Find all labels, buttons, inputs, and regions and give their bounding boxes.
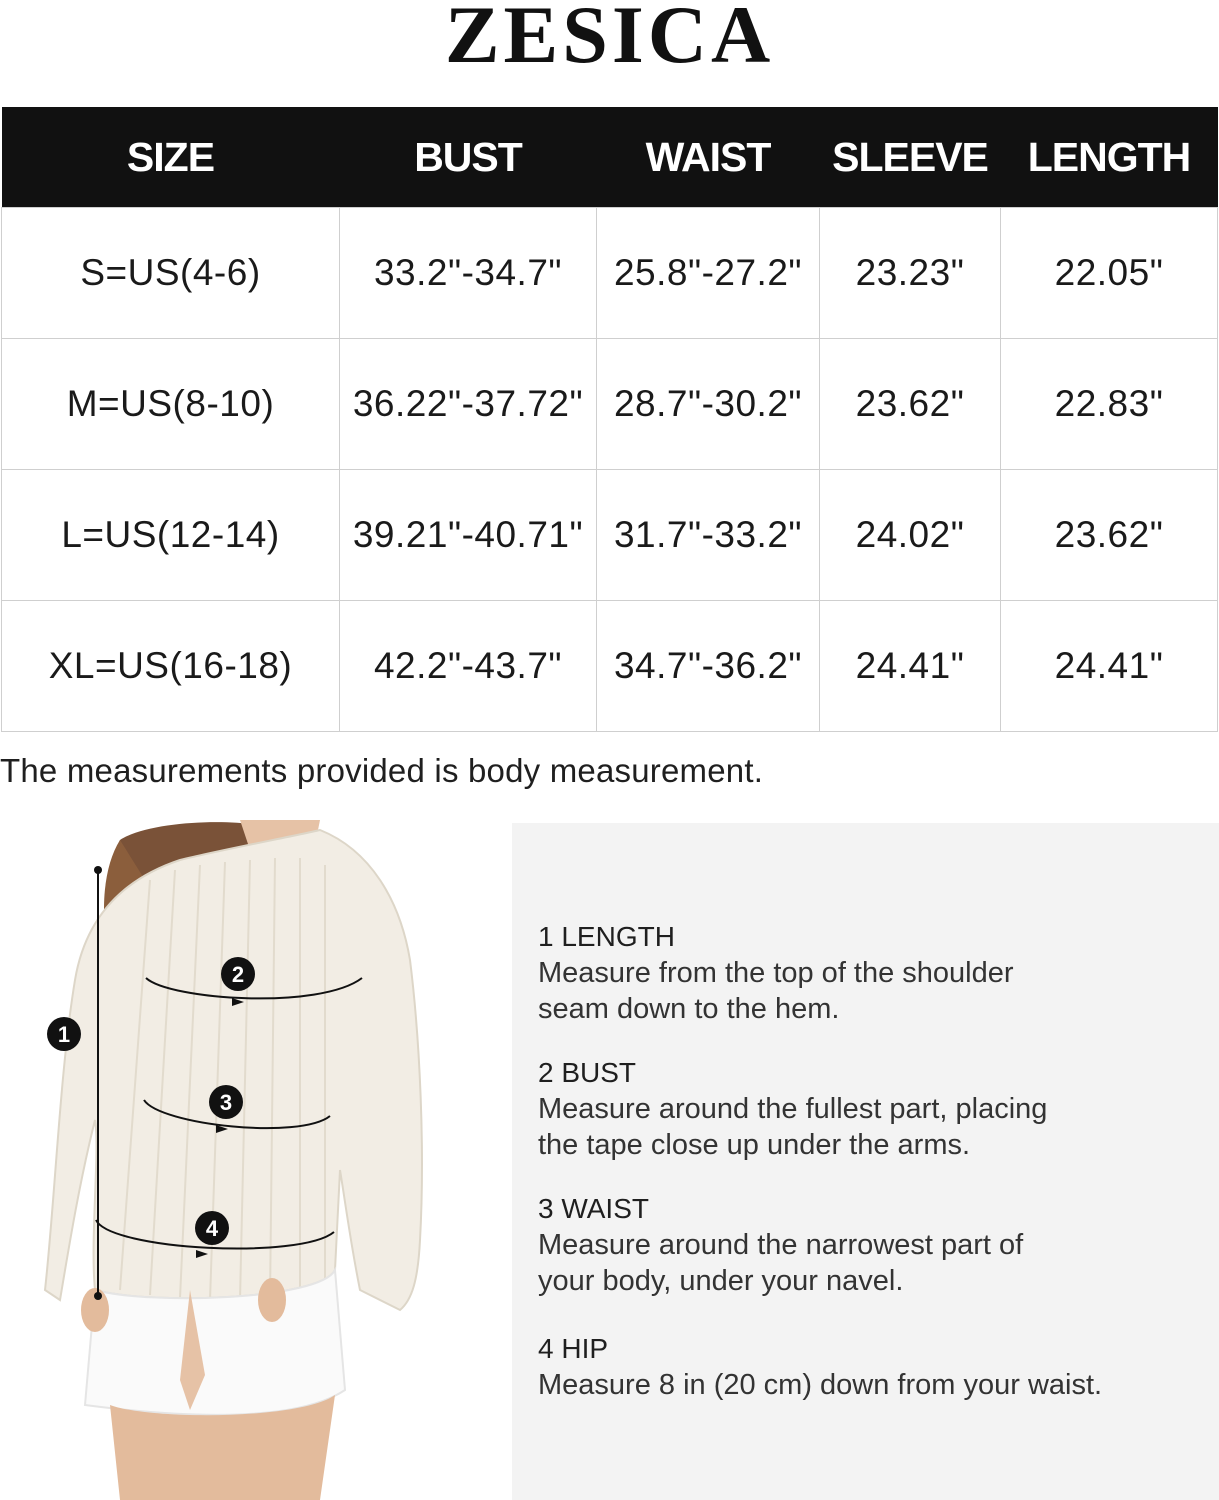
size-chart-table — [1, 107, 1218, 732]
cell-waist: 28.7"-30.2" — [597, 339, 820, 470]
cell-bust: 42.2"-43.7" — [340, 601, 597, 732]
header-waist: WAIST — [597, 107, 820, 208]
marker-1 — [47, 1017, 81, 1051]
cell-bust: 39.21"-40.71" — [340, 470, 597, 601]
guide-hip-heading: 4 HIP — [538, 1333, 609, 1364]
guide-bust-heading: 2 BUST — [538, 1057, 637, 1088]
measurement-note: The measurements provided is body measurement. — [0, 752, 764, 789]
guide-length-heading: 1 LENGTH — [538, 921, 675, 952]
cell-length: 22.83" — [1001, 339, 1218, 470]
measure-guide-panel — [512, 823, 1219, 1500]
table-row — [2, 470, 1218, 601]
table-row — [2, 601, 1218, 732]
guide-length-desc-line-1: Measure from the top of the shoulder — [538, 957, 1014, 989]
marker-2 — [221, 957, 255, 991]
cell-sleeve: 23.23" — [820, 208, 1001, 339]
header-size: SIZE — [2, 107, 340, 208]
guide-waist-desc-line-2: your body, under your navel. — [538, 1265, 904, 1297]
cell-waist: 31.7"-33.2" — [597, 470, 820, 601]
guide-bust-desc-line-2: the tape close up under the arms. — [538, 1129, 971, 1161]
cell-size: S=US(4-6) — [2, 208, 340, 339]
header-sleeve: SLEEVE — [820, 107, 1001, 208]
brand-logo: ZESICA — [444, 0, 775, 80]
guide-bust — [538, 1055, 1178, 1163]
marker-2-label: 2 — [231, 962, 245, 987]
guide-waist-desc-line-1: Measure around the narrowest part of — [538, 1229, 1024, 1261]
cell-sleeve: 24.41" — [820, 601, 1001, 732]
table-row — [2, 208, 1218, 339]
model-hand-right — [258, 1278, 286, 1322]
marker-4-label: 4 — [205, 1216, 219, 1241]
cell-waist: 25.8"-27.2" — [597, 208, 820, 339]
cell-length: 23.62" — [1001, 470, 1218, 601]
guide-hip-desc-line-1: Measure 8 in (20 cm) down from your waist. — [538, 1369, 1103, 1401]
header-length: LENGTH — [1001, 107, 1218, 208]
guide-waist-heading: 3 WAIST — [538, 1193, 649, 1224]
cell-waist: 34.7"-36.2" — [597, 601, 820, 732]
cell-bust: 36.22"-37.72" — [340, 339, 597, 470]
table-row — [2, 339, 1218, 470]
cell-sleeve: 23.62" — [820, 339, 1001, 470]
guide-bust-desc-line-1: Measure around the fullest part, placing — [538, 1093, 1048, 1125]
cell-bust: 33.2"-34.7" — [340, 208, 597, 339]
marker-3-label: 3 — [219, 1090, 233, 1115]
model-figure — [0, 820, 512, 1500]
cell-length: 24.41" — [1001, 601, 1218, 732]
model-sweater — [45, 830, 422, 1310]
marker-1-label: 1 — [57, 1022, 71, 1047]
cell-size: L=US(12-14) — [2, 470, 340, 601]
cell-size: M=US(8-10) — [2, 339, 340, 470]
cell-length: 22.05" — [1001, 208, 1218, 339]
header-bust: BUST — [340, 107, 597, 208]
table-header-row — [2, 107, 1218, 208]
guide-waist — [538, 1191, 1178, 1299]
guide-length — [538, 919, 1178, 1027]
cell-sleeve: 24.02" — [820, 470, 1001, 601]
guide-length-desc-line-2: seam down to the hem. — [538, 993, 840, 1025]
marker-4 — [195, 1211, 229, 1245]
length-measure-top-dot — [94, 866, 102, 874]
guide-hip — [538, 1331, 1178, 1403]
length-measure-bottom-dot — [94, 1292, 102, 1300]
marker-3 — [209, 1085, 243, 1119]
cell-size: XL=US(16-18) — [2, 601, 340, 732]
